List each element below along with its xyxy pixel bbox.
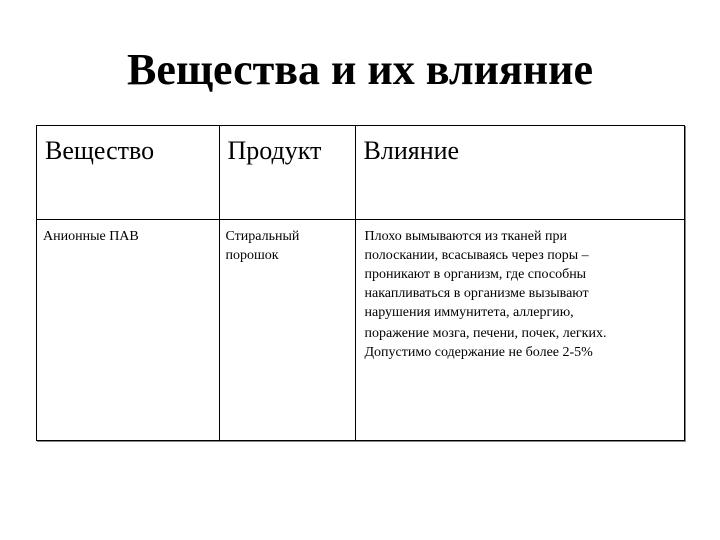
cell-effect-line: Допустимо содержание не более 2-5% — [364, 344, 593, 360]
slide-title: Вещества и их влияние — [127, 45, 593, 94]
header-product: Продукт — [219, 126, 355, 219]
cell-effect-line: накапливаться в организме вызывают — [364, 285, 589, 301]
cell-product — [219, 219, 355, 440]
cell-effect-line: нарушения иммунитета, аллергию, — [364, 304, 574, 320]
cell-product-line: Стиральный — [225, 228, 300, 244]
cell-effect-line: проникают в организм, где способны — [364, 266, 587, 282]
cell-product-line: порошок — [225, 247, 279, 263]
cell-effect-line: полоскании, всасываясь через поры – — [364, 247, 589, 263]
cell-effect-line: Плохо вымываются из тканей при — [364, 228, 567, 244]
table-row — [37, 219, 684, 440]
cell-effect — [355, 219, 684, 440]
cell-effect-line: поражение мозга, печени, почек, легких. — [364, 325, 607, 341]
table-header-row — [37, 126, 684, 219]
substances-table — [36, 125, 685, 441]
header-effect: Влияние — [355, 126, 684, 219]
header-substance: Вещество — [37, 126, 219, 219]
cell-substance: Анионные ПАВ — [37, 219, 219, 440]
